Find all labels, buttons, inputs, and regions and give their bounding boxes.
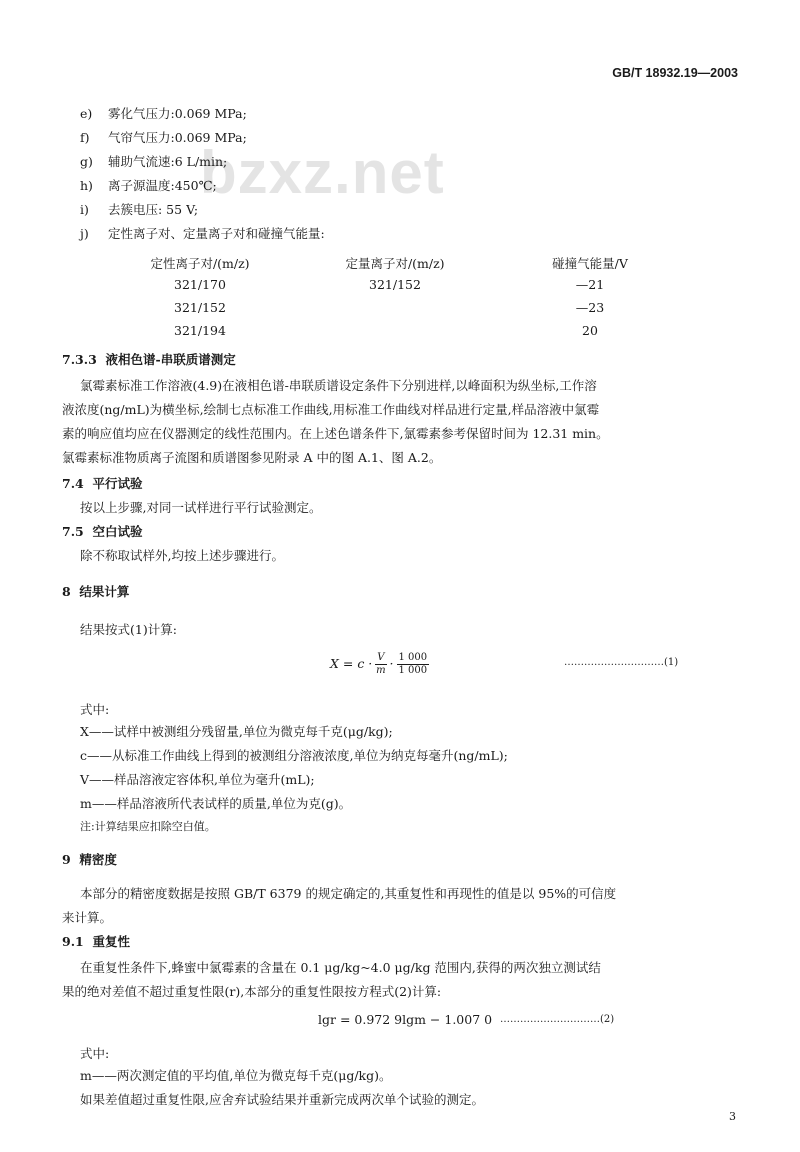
paragraph-line: 除不称取试样外,均按上述步骤进行。 <box>80 548 284 563</box>
paragraph-line: 来计算。 <box>62 910 113 925</box>
section-title: 平行试验 <box>92 476 143 491</box>
section-7-3-3-heading <box>62 350 236 368</box>
section-9-1-heading <box>62 932 130 950</box>
where-label: 式中: <box>80 702 110 717</box>
paragraph-line: 氯霉素标准工作溶液(4.9)在液相色谱-串联质谱设定条件下分别进样,以峰面积为纵坐标,工作溶 <box>80 378 597 393</box>
paragraph-line: 在重复性条件下,蜂蜜中氯霉素的含量在 0.1 μg/kg~4.0 μg/kg 范围内,获得的两次独立测试结 <box>80 960 601 975</box>
definition-line: X——试样中被测组分残留量,单位为微克每千克(μg/kg); <box>80 724 393 739</box>
fraction-numerator: 1 000 <box>398 652 428 663</box>
definition-line: m——样品溶液所代表试样的质量,单位为克(g)。 <box>80 796 352 811</box>
ion-table-header: 碰撞气能量/V <box>552 256 628 271</box>
ion-table-cell: 321/170 <box>174 277 226 292</box>
param-item-h <box>80 176 217 194</box>
section-7-4-heading <box>62 474 142 492</box>
paragraph-line: 本部分的精密度数据是按照 GB/T 6379 的规定确定的,其重复性和再现性的值是以 95%的可信度 <box>80 886 617 901</box>
section-9-heading <box>62 850 117 868</box>
ion-table <box>0 254 800 344</box>
ion-table-cell: —21 <box>575 277 605 292</box>
watermark: bzxz.net <box>200 139 445 206</box>
formula-fraction <box>375 652 386 677</box>
param-item-g <box>80 152 227 170</box>
formula-1 <box>330 652 432 677</box>
section-title: 空白试验 <box>92 524 143 539</box>
param-text: 气帘气压力:0.069 MPa; <box>108 130 247 145</box>
fraction-denominator: 1 000 <box>398 665 428 676</box>
param-text: 去簇电压: 55 V; <box>108 202 199 217</box>
fraction-numerator: V <box>377 652 385 663</box>
section-8-heading <box>62 582 129 600</box>
section-number: 8 <box>62 584 71 599</box>
param-text: 定性离子对、定量离子对和碰撞气能量: <box>108 226 325 241</box>
standard-code: GB/T 18932.19—2003 <box>612 66 738 80</box>
ion-table-cell: 20 <box>582 323 598 338</box>
param-label: h) <box>80 178 93 193</box>
paragraph-line: 如果差值超过重复性限,应舍弃试验结果并重新完成两次单个试验的测定。 <box>80 1092 484 1107</box>
param-text: 辅助气流速:6 L/min; <box>108 154 228 169</box>
paragraph-line: 结果按式(1)计算: <box>80 622 177 637</box>
section-title: 精密度 <box>79 852 117 867</box>
param-item-f <box>80 128 247 146</box>
formula-2: lgr = 0.972 9lgm − 1.007 0 <box>318 1012 493 1027</box>
param-label: j) <box>80 226 89 241</box>
section-number: 7.3.3 <box>62 352 97 367</box>
section-number: 7.4 <box>62 476 84 491</box>
where-label: 式中: <box>80 1046 110 1061</box>
section-7-5-heading <box>62 522 142 540</box>
ion-table-header: 定量离子对/(m/z) <box>345 256 445 271</box>
formula-lhs: X = c · <box>330 656 373 671</box>
param-text: 雾化气压力:0.069 MPa; <box>108 106 247 121</box>
section-number: 7.5 <box>62 524 84 539</box>
section-number: 9.1 <box>62 934 84 949</box>
formula-operator: · <box>389 656 394 671</box>
param-label: e) <box>80 106 93 121</box>
definition-line: c——从标准工作曲线上得到的被测组分溶液浓度,单位为纳克每毫升(ng/mL); <box>80 748 508 763</box>
paragraph-line: 按以上步骤,对同一试样进行平行试验测定。 <box>80 500 322 515</box>
definition-line: V——样品溶液定容体积,单位为毫升(mL); <box>80 772 315 787</box>
section-number: 9 <box>62 852 71 867</box>
param-label: f) <box>80 130 90 145</box>
formula-fraction <box>397 652 430 677</box>
formula-ref: …………………………(2) <box>500 1014 615 1025</box>
section-title: 结果计算 <box>79 584 130 599</box>
section-title: 液相色谱-串联质谱测定 <box>105 352 236 367</box>
param-item-e <box>80 104 247 122</box>
definition-line: m——两次测定值的平均值,单位为微克每千克(μg/kg)。 <box>80 1068 392 1083</box>
formula-ref: …………………………(1) <box>564 657 679 668</box>
page-number: 3 <box>729 1110 736 1123</box>
param-item-i <box>80 200 198 218</box>
ion-table-cell: —23 <box>575 300 605 315</box>
fraction-denominator: m <box>376 665 386 676</box>
paragraph-line: 果的绝对差值不超过重复性限(r),本部分的重复性限按方程式(2)计算: <box>62 984 442 999</box>
param-label: g) <box>80 154 93 169</box>
paragraph-line: 氯霉素标准物质离子流图和质谱图参见附录 A 中的图 A.1、图 A.2。 <box>62 450 442 465</box>
paragraph-line: 素的响应值均应在仪器测定的线性范围内。在上述色谱条件下,氯霉素参考保留时间为 12.31 min。 <box>62 426 609 441</box>
param-text: 离子源温度:450℃; <box>108 178 217 193</box>
note: 注:计算结果应扣除空白值。 <box>80 820 216 833</box>
param-label: i) <box>80 202 89 217</box>
ion-table-cell: 321/194 <box>174 323 226 338</box>
param-item-j <box>80 224 325 242</box>
ion-table-cell: 321/152 <box>369 277 421 292</box>
section-title: 重复性 <box>92 934 130 949</box>
ion-table-header: 定性离子对/(m/z) <box>150 256 250 271</box>
ion-table-cell: 321/152 <box>174 300 226 315</box>
paragraph-line: 液浓度(ng/mL)为横坐标,绘制七点标准工作曲线,用标准工作曲线对样品进行定量,样品溶液中氯霉 <box>62 402 600 417</box>
